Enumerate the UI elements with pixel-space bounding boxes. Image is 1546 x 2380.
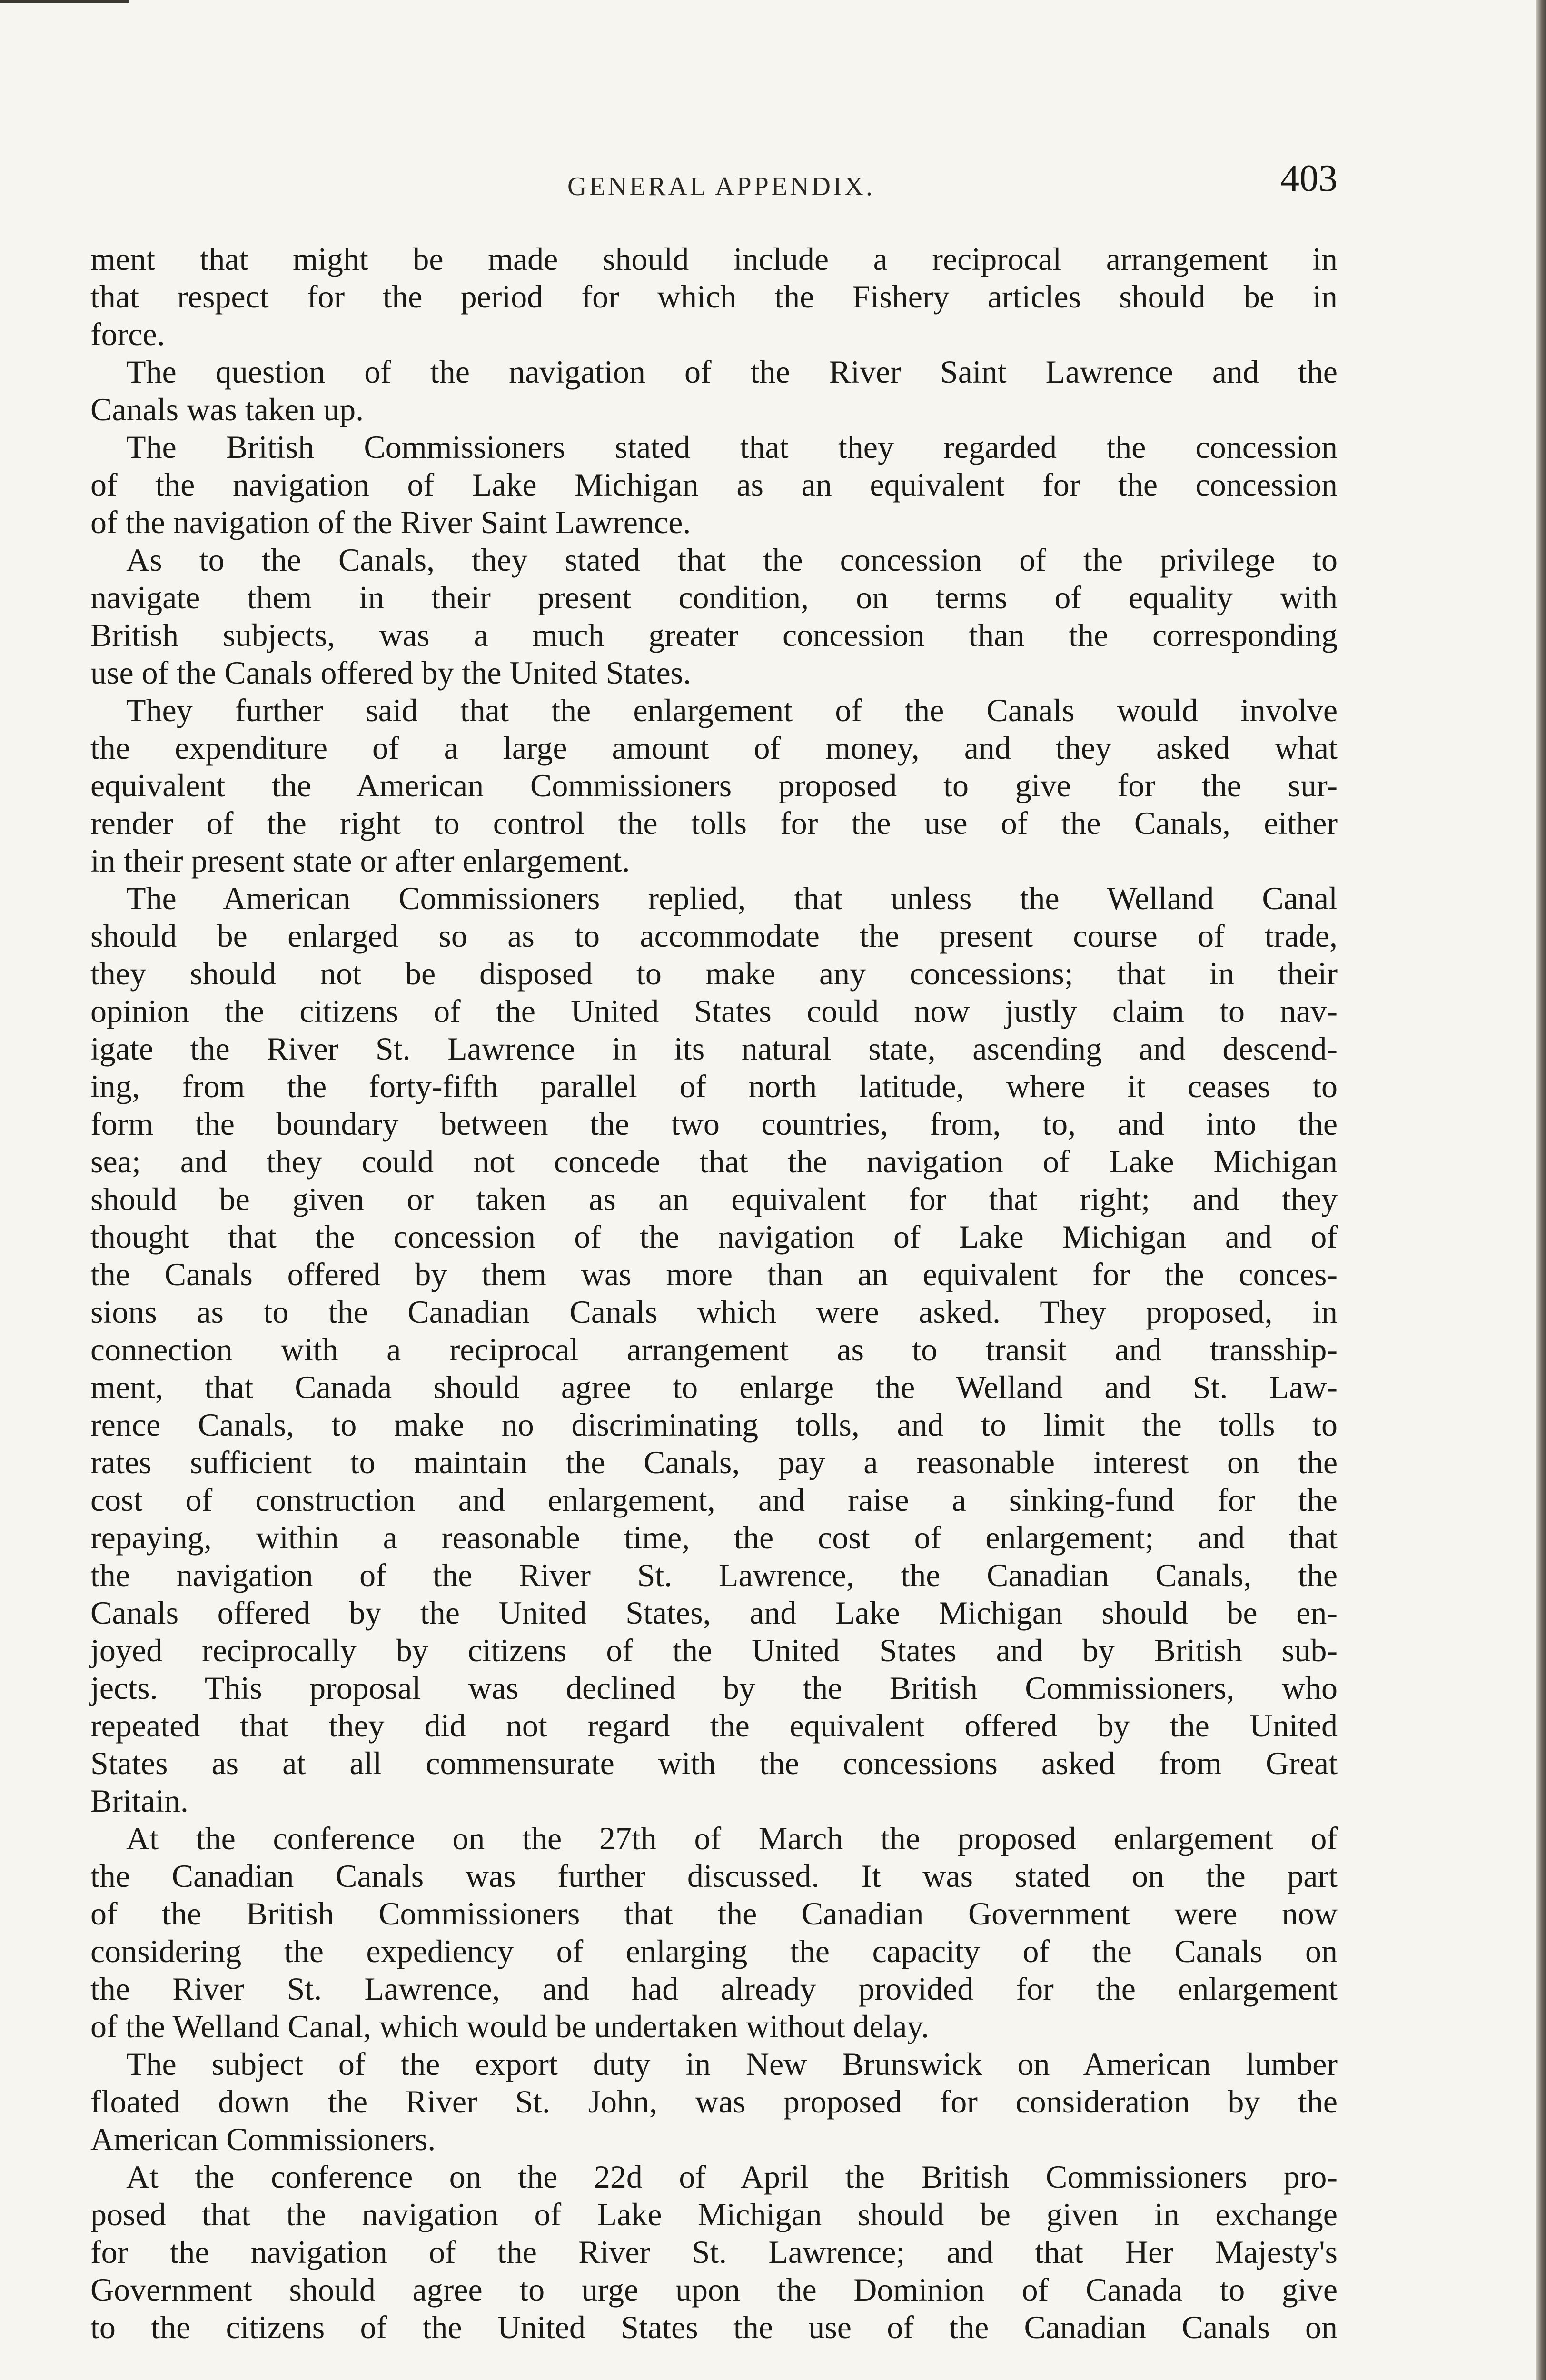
text-line: to the citizens of the United States the use of the Canadian Canals on <box>90 2309 1338 2345</box>
text-line: the River St. Lawrence, and had already provided for the enlargement <box>90 1971 1338 2007</box>
text-line: Government should agree to urge upon the Dominion of Canada to give <box>90 2271 1338 2308</box>
text-line: force. <box>90 316 165 352</box>
text-line: should be enlarged so as to accommodate the present course of trade, <box>90 918 1338 954</box>
text-line: joyed reciprocally by citizens of the United States and by British sub- <box>90 1632 1338 1668</box>
text-line: The question of the navigation of the River Saint Lawrence and the <box>126 354 1338 390</box>
text-line: repaying, within a reasonable time, the cost of enlargement; and that <box>90 1519 1338 1556</box>
text-line: in their present state or after enlargement. <box>90 843 630 879</box>
text-line: render of the right to control the tolls for the use of the Canals, either <box>90 805 1338 841</box>
running-head: GENERAL APPENDIX. <box>567 172 875 201</box>
text-line: connection with a reciprocal arrangement as to transit and transship- <box>90 1331 1338 1368</box>
text-line: ment that might be made should include a reciprocal arrangement in <box>90 241 1338 277</box>
text-line: Canals was taken up. <box>90 391 364 427</box>
binding-edge <box>1536 0 1546 2380</box>
text-line: At the conference on the 22d of April the British Commissioners pro- <box>126 2159 1338 2195</box>
text-line: of the Welland Canal, which would be undertaken without delay. <box>90 2008 930 2044</box>
text-line: floated down the River St. John, was proposed for consideration by the <box>90 2083 1338 2120</box>
text-line: navigate them in their present condition, on terms of equality with <box>90 579 1338 615</box>
text-line: that respect for the period for which the Fishery articles should be in <box>90 278 1338 315</box>
text-line: rence Canals, to make no discriminating tolls, and to limit the tolls to <box>90 1407 1338 1443</box>
text-line: British subjects, was a much greater concession than the corresponding <box>90 617 1338 653</box>
text-line: Canals offered by the United States, and Lake Michigan should be en- <box>90 1595 1338 1631</box>
text-line: American Commissioners. <box>90 2121 436 2157</box>
text-line: they should not be disposed to make any concessions; that in their <box>90 955 1338 992</box>
text-line: The subject of the export duty in New Brunswick on American lumber <box>126 2046 1338 2082</box>
text-line: of the British Commissioners that the Canadian Government were now <box>90 1895 1338 1932</box>
text-line: The British Commissioners stated that they regarded the concession <box>126 429 1338 465</box>
text-line: Britain. <box>90 1783 188 1819</box>
text-line: They further said that the enlargement of the Canals would involve <box>126 692 1338 728</box>
text-line: repeated that they did not regard the equivalent offered by the United <box>90 1707 1338 1744</box>
text-line: for the navigation of the River St. Lawrence; and that Her Majesty's <box>90 2234 1338 2270</box>
page-header <box>90 157 1352 205</box>
text-line: use of the Canals offered by the United States. <box>90 654 692 691</box>
body-text <box>90 240 1338 2346</box>
text-line: At the conference on the 27th of March the proposed enlargement of <box>126 1820 1338 1856</box>
text-line: sea; and they could not concede that the navigation of Lake Michigan <box>90 1143 1338 1180</box>
text-line: sions as to the Canadian Canals which were asked. They proposed, in <box>90 1294 1338 1330</box>
text-line: thought that the concession of the navigation of Lake Michigan and of <box>90 1219 1338 1255</box>
text-line: States as at all commensurate with the concessions asked from Great <box>90 1745 1338 1781</box>
text-line: the navigation of the River St. Lawrence, the Canadian Canals, the <box>90 1557 1338 1593</box>
text-line: the Canals offered by them was more than an equivalent for the conces- <box>90 1256 1338 1292</box>
text-line: The American Commissioners replied, that unless the Welland Canal <box>126 880 1338 916</box>
page-number: 403 <box>1280 158 1338 199</box>
text-line: ing, from the forty-fifth parallel of north latitude, where it ceases to <box>90 1068 1338 1104</box>
text-line: As to the Canals, they stated that the concession of the privilege to <box>126 542 1338 578</box>
text-line: equivalent the American Commissioners proposed to give for the sur- <box>90 767 1338 803</box>
text-line: opinion the citizens of the United States could now justly claim to nav- <box>90 993 1338 1029</box>
text-line: the Canadian Canals was further discussed. It was stated on the part <box>90 1858 1338 1894</box>
text-line: form the boundary between the two countries, from, to, and into the <box>90 1106 1338 1142</box>
text-line: rates sufficient to maintain the Canals, pay a reasonable interest on the <box>90 1444 1338 1480</box>
text-line: of the navigation of Lake Michigan as an equivalent for the concession <box>90 466 1338 503</box>
text-line: of the navigation of the River Saint Lawrence. <box>90 504 691 540</box>
text-line: ment, that Canada should agree to enlarge the Welland and St. Law- <box>90 1369 1338 1405</box>
text-line: posed that the navigation of Lake Michigan should be given in exchange <box>90 2196 1338 2232</box>
top-rule <box>0 0 129 3</box>
text-line: considering the expediency of enlarging the capacity of the Canals on <box>90 1933 1338 1969</box>
text-line: cost of construction and enlargement, and raise a sinking-fund for the <box>90 1482 1338 1518</box>
text-line: igate the River St. Lawrence in its natural state, ascending and descend- <box>90 1031 1338 1067</box>
text-line: should be given or taken as an equivalent for that right; and they <box>90 1181 1338 1217</box>
text-line: the expenditure of a large amount of money, and they asked what <box>90 730 1338 766</box>
text-line: jects. This proposal was declined by the British Commissioners, who <box>90 1670 1338 1706</box>
